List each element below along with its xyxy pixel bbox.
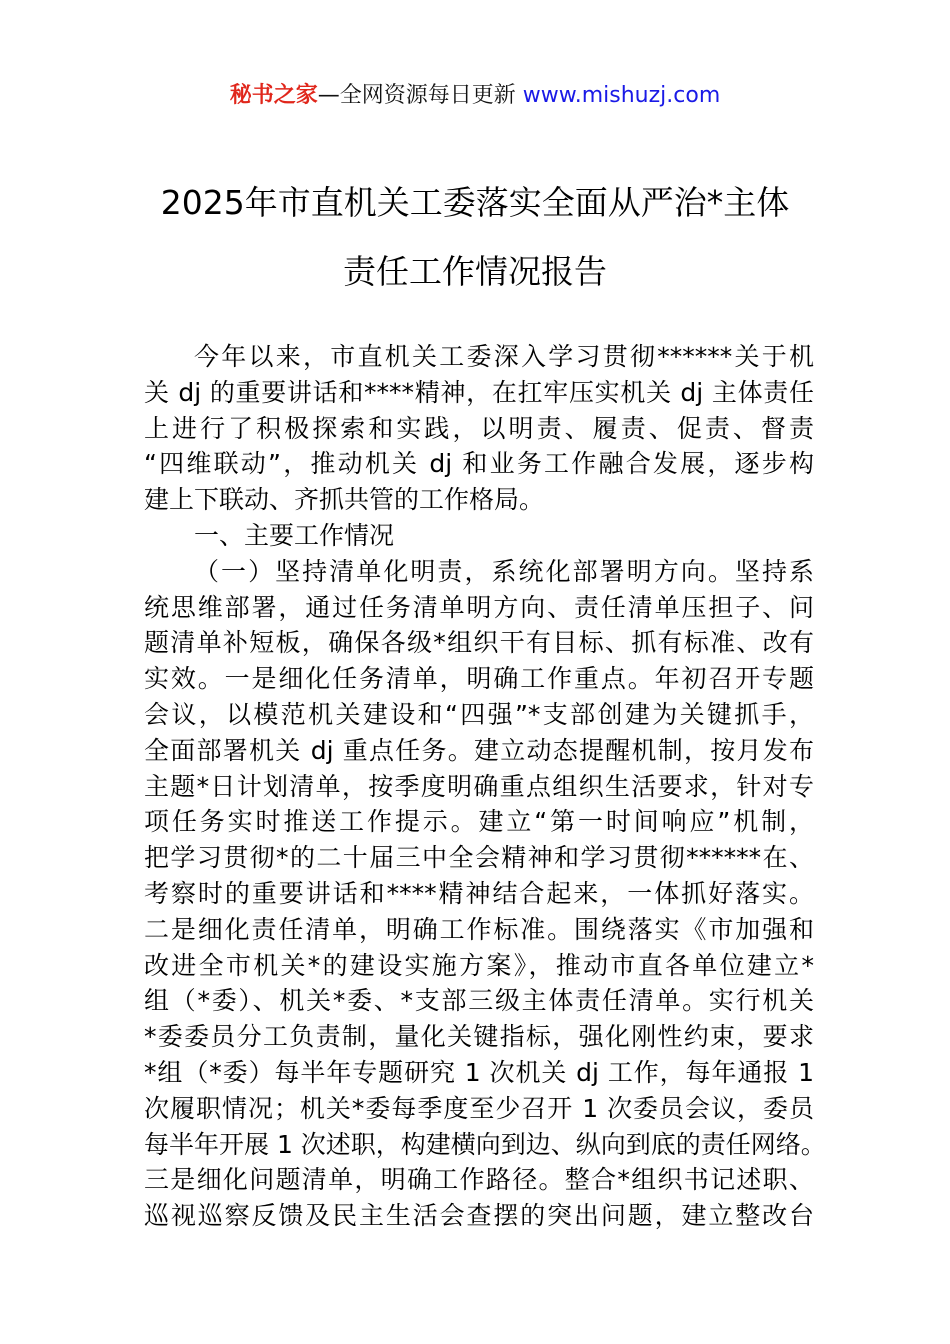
body-line: *委委员分工负责制，量化关键指标，强化刚性约束，要求 bbox=[144, 1022, 814, 1052]
body-line: 主题*日计划清单，按季度明确重点组织生活要求，针对专 bbox=[144, 771, 814, 801]
section-heading: 一、主要工作情况 bbox=[194, 520, 395, 550]
body-line: 把学习贯彻*的二十届三中全会精神和学习贯彻******在、 bbox=[144, 843, 814, 873]
body-line: 今年以来，市直机关工委深入学习贯彻******关于机 bbox=[194, 342, 814, 371]
site-url-link[interactable]: www.mishuzj.com bbox=[522, 83, 721, 108]
document-title-line-1: 2025年市直机关工委落实全面从严治*主体 bbox=[160, 183, 790, 222]
body-line: *组（*委）每半年专题研究 1 次机关 dj 工作，每年通报 1 bbox=[144, 1057, 814, 1087]
body-line: “四维联动”，推动机关 dj 和业务工作融合发展，逐步构 bbox=[144, 449, 814, 479]
body-line: 实效。一是细化任务清单，明确工作重点。年初召开专题 bbox=[144, 664, 814, 694]
body-line: 上进行了积极探索和实践，以明责、履责、促责、督责 bbox=[144, 413, 814, 443]
body-line: 关 dj 的重要讲话和****精神，在扛牢压实机关 dj 主体责任 bbox=[144, 377, 814, 407]
body-line: 题清单补短板，确保各级*组织干有目标、抓有标准、改有 bbox=[144, 628, 814, 658]
document-body bbox=[144, 339, 826, 1234]
body-line: 次履职情况；机关*委每季度至少召开 1 次委员会议，委员 bbox=[144, 1093, 814, 1123]
body-line: 三是细化问题清单，明确工作路径。整合*组织书记述职、 bbox=[144, 1165, 814, 1195]
body-line: （一）坚持清单化明责，系统化部署明方向。坚持系 bbox=[194, 556, 814, 586]
body-line: 二是细化责任清单，明确工作标准。围绕落实《市加强和 bbox=[144, 914, 814, 944]
body-line: 组（*委）、机关*委、*支部三级主体责任清单。实行机关 bbox=[144, 986, 814, 1016]
body-line: 项任务实时推送工作提示。建立“第一时间响应”机制， bbox=[144, 807, 814, 837]
body-line: 建上下联动、齐抓共管的工作格局。 bbox=[144, 485, 545, 515]
body-line: 每半年开展 1 次述职，构建横向到边、纵向到底的责任网络。 bbox=[144, 1129, 826, 1159]
site-brand: 秘书之家 bbox=[229, 83, 318, 108]
body-line: 巡视巡察反馈及民主生活会查摆的突出问题，建立整改台 bbox=[144, 1201, 814, 1231]
body-line: 改进全市机关*的建设实施方案》，推动市直各单位建立* bbox=[144, 950, 814, 980]
document-title-line-2: 责任工作情况报告 bbox=[343, 252, 607, 291]
body-line: 考察时的重要讲话和****精神结合起来，一体抓好落实。 bbox=[144, 878, 814, 908]
site-header bbox=[0, 80, 950, 112]
site-slogan: —全网资源每日更新 bbox=[317, 83, 523, 108]
body-line: 全面部署机关 dj 重点任务。建立动态提醒机制，按月发布 bbox=[144, 735, 814, 765]
body-line: 统思维部署，通过任务清单明方向、责任清单压担子、问 bbox=[144, 592, 814, 622]
body-line: 会议，以模范机关建设和“四强”*支部创建为关键抓手， bbox=[144, 699, 814, 729]
